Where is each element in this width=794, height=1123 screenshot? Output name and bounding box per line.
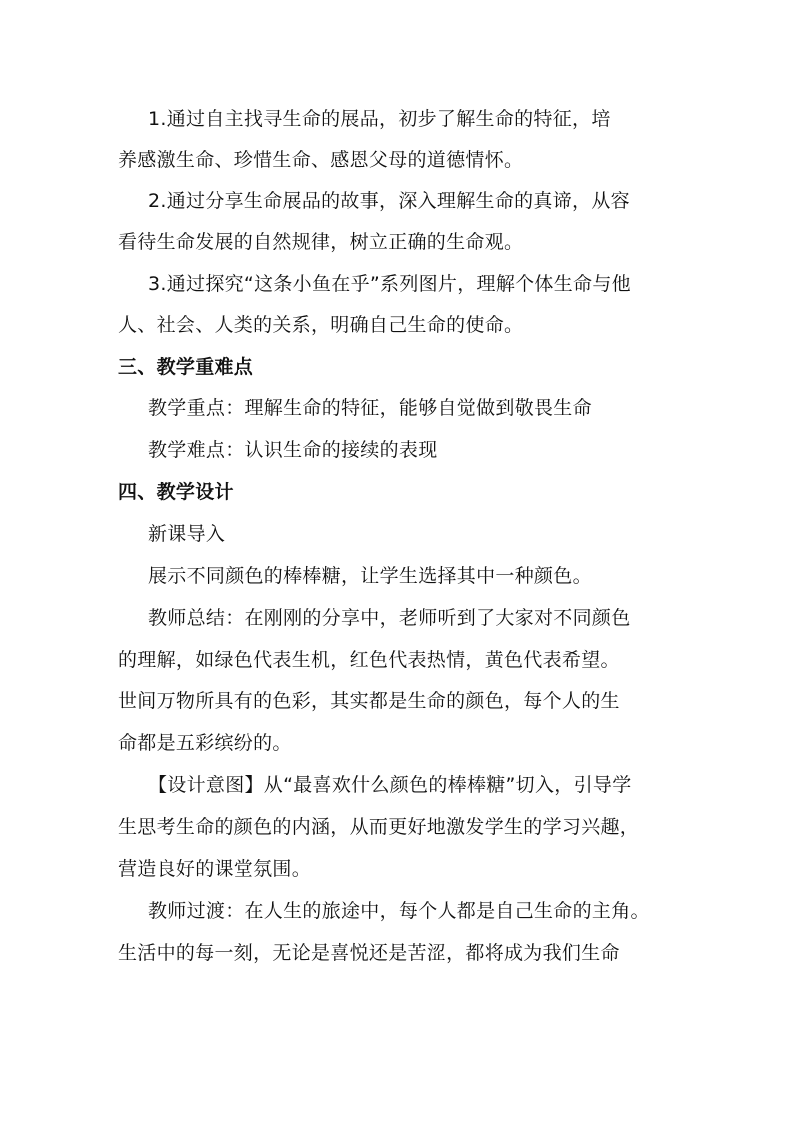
objective-1-line-2: 养感激生命、珍惜生命、感恩父母的道德情怀。	[118, 149, 524, 171]
design-intent-line-2: 生思考生命的颜色的内涵，从而更好地激发学生的学习兴趣，	[118, 816, 640, 838]
teacher-transition-line-2: 生活中的每一刻，无论是喜悦还是苦涩，都将成为我们生命	[118, 942, 620, 964]
teacher-summary-line-3: 世间万物所具有的色彩，其实都是生命的颜色，每个人的生	[118, 690, 620, 712]
objective-2-line-2: 看待生命发展的自然规律，树立正确的生命观。	[118, 231, 524, 253]
objective-3-line-1: 3.通过探究“这条小鱼在乎”系列图片，理解个体生命与他	[148, 273, 631, 295]
section-heading-key-points: 三、教学重难点	[118, 356, 254, 378]
design-intent-line-3: 营造良好的课堂氛围。	[118, 858, 312, 880]
new-lesson-intro: 新课导入	[148, 523, 226, 545]
teaching-difficulty: 教学难点：认识生命的接续的表现	[148, 439, 438, 461]
teacher-transition-line-1: 教师过渡：在人生的旅途中，每个人都是自己生命的主角。	[148, 900, 650, 922]
design-intent-line-1: 【设计意图】从“最喜欢什么颜色的棒棒糖”切入，引导学	[148, 774, 632, 796]
section-heading-design: 四、教学设计	[118, 481, 234, 503]
lollipop-activity: 展示不同颜色的棒棒糖，让学生选择其中一种颜色。	[148, 565, 592, 587]
teaching-focus: 教学重点：理解生命的特征，能够自觉做到敬畏生命	[148, 397, 592, 419]
objective-2-line-1: 2.通过分享生命展品的故事，深入理解生命的真谛，从容	[148, 190, 630, 212]
teacher-summary-line-2: 的理解，如绿色代表生机，红色代表热情，黄色代表希望。	[118, 649, 620, 671]
objective-1-line-1: 1.通过自主找寻生命的展品，初步了解生命的特征，培	[148, 108, 611, 130]
teacher-summary-line-1: 教师总结：在刚刚的分享中，老师听到了大家对不同颜色	[148, 607, 631, 629]
teacher-summary-line-4: 命都是五彩缤纷的。	[118, 732, 292, 754]
objective-3-line-2: 人、社会、人类的关系，明确自己生命的使命。	[118, 314, 524, 336]
